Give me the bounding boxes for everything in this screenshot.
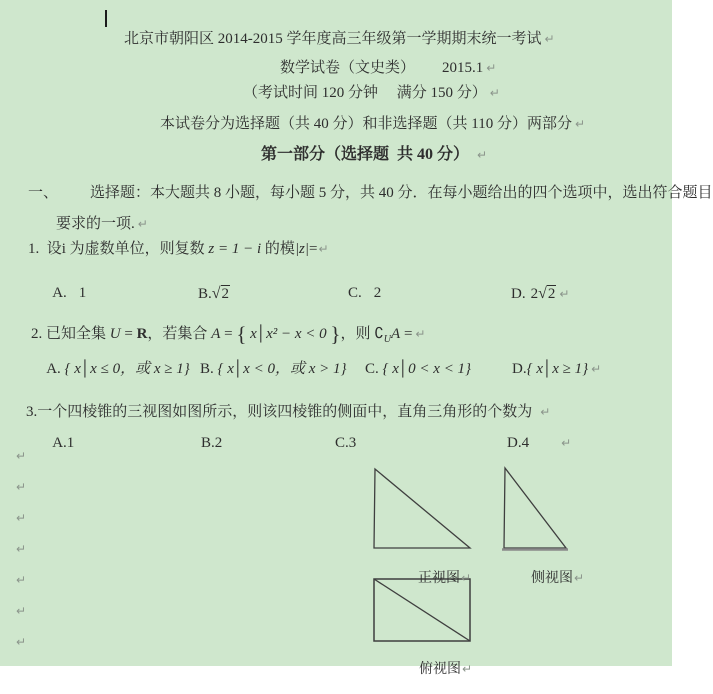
left-brace: { <box>236 321 247 346</box>
q2-universe-var: U <box>109 325 121 342</box>
q2-t3: ，则 <box>340 325 375 342</box>
paragraph-mark-icon: ↵ <box>574 571 585 585</box>
q2-option-c-text: { x│0 < x < 1} <box>378 360 472 377</box>
paragraph-mark-icon: ↵ <box>415 326 426 341</box>
instruction-text1: 选择题：本大题共 8 小题，每小题 5 分，共 40 分．在每小题给出的四个选项中，选出符合题目 <box>90 184 713 201</box>
paragraph-mark-icon: ↵ <box>16 573 27 587</box>
q1-option-d-label: D. <box>511 285 526 302</box>
q2-set-builder: x│x² − x < 0 <box>246 325 331 342</box>
q2-eq2: = <box>220 325 237 342</box>
q2-option-d-text: { x│x ≥ 1} <box>526 360 589 377</box>
top-view-label-text: 俯视图 <box>419 662 461 677</box>
exam-date: 2015.1 <box>442 59 484 76</box>
q2-set-var-2: A <box>391 325 401 342</box>
q3-option-d-text: D.4 <box>507 434 530 451</box>
q3-option-a-text: A.1 <box>52 434 75 451</box>
top-view-label <box>405 642 472 694</box>
paragraph-mark-icon: ↵ <box>318 241 329 256</box>
q2-option-b-text: { x│x < 0，或 x > 1} <box>213 360 347 377</box>
paragraph-mark-icon: ↵ <box>559 286 570 301</box>
exam-info: （考试时间 120 分钟 满分 150 分） <box>243 84 487 101</box>
front-view-label <box>404 551 471 603</box>
q1-option-c-label: C. <box>348 284 362 301</box>
paragraph-mark-icon: ↵ <box>16 480 27 494</box>
q3-option-c-text: C.3 <box>335 434 357 451</box>
q1-option-a-value: 1 <box>78 284 87 301</box>
paragraph-mark-icon: ↵ <box>540 404 551 419</box>
paragraph-mark-icon: ↵ <box>16 511 27 525</box>
paragraph-mark-icon: ↵ <box>477 147 488 162</box>
paragraph-mark-icon: ↵ <box>16 635 27 649</box>
exam-title: 北京市朝阳区 2014-2015 学年度高三年级第一学期期末统一考试 <box>124 30 542 47</box>
q3-stem-text: 3.一个四棱锥的三视图如图所示，则该四棱锥的侧面中，直角三角形的个数为 <box>26 403 533 420</box>
paragraph-mark-icon: ↵ <box>489 85 500 100</box>
q2-set-var: A <box>211 325 221 342</box>
paragraph-mark-icon: ↵ <box>137 216 148 231</box>
side-view-label-text: 侧视图 <box>531 571 573 586</box>
q1-math: z = 1 − i <box>208 240 262 257</box>
q2-option-b-label: B. <box>200 360 214 377</box>
paragraph-mark-icon: ↵ <box>574 116 586 131</box>
q2-t2: ，若集合 <box>147 325 212 342</box>
section-header: 第一部分（选择题 共 40 分） <box>261 145 470 163</box>
paragraph-mark-icon: ↵ <box>462 662 473 676</box>
paragraph-mark-icon: ↵ <box>486 60 497 75</box>
q2-option-d-label: D. <box>512 360 527 377</box>
q3-option-b-text: B.2 <box>201 434 223 451</box>
paragraph-mark-icon: ↵ <box>16 604 27 618</box>
sqrt-icon: √ <box>211 284 221 302</box>
side-view-label <box>517 551 584 603</box>
q1-option-b-radicand: 2 <box>221 285 230 302</box>
paragraph-mark-icon: ↵ <box>591 361 602 376</box>
side-view-triangle <box>504 468 566 548</box>
q1-option-a-label: A. <box>52 284 67 301</box>
right-brace: } <box>330 321 341 346</box>
sqrt-icon: √ <box>538 284 547 302</box>
paragraph-mark-icon: ↵ <box>461 571 472 585</box>
q1-eq: = <box>309 240 318 257</box>
instruction-text2: 要求的一项. <box>56 215 135 232</box>
q2-option-c-label: C. <box>365 360 379 377</box>
q1-option-d-coef: 2 <box>530 285 539 302</box>
complement-subscript: U <box>383 333 392 345</box>
complement-symbol: ∁ <box>374 325 384 342</box>
q2-eq3: = <box>400 325 413 342</box>
q2-eq1: = <box>120 325 137 342</box>
q2-option-a-label: A. <box>46 360 61 377</box>
paragraph-mark-icon: ↵ <box>16 542 27 556</box>
q1-option-d-radicand: 2 <box>547 285 556 302</box>
q2-reals-symbol: R <box>136 325 148 342</box>
instruction-num-text: 一、 <box>28 184 59 201</box>
front-view-triangle <box>374 469 470 548</box>
q2-pre: 2. 已知全集 <box>31 325 110 342</box>
q1-modulus: |z| <box>294 240 310 257</box>
q1-pre: 1. 设i 为虚数单位，则复数 <box>28 240 209 257</box>
paragraph-mark-icon: ↵ <box>561 435 572 450</box>
exam-note: 本试卷分为选择题（共 40 分）和非选择题（共 110 分）两部分 <box>160 115 572 132</box>
q1-option-c-value: 2 <box>373 284 382 301</box>
q1-mid: 的模 <box>261 240 295 257</box>
q1-option-b-label: B. <box>198 285 212 302</box>
paragraph-mark-icon: ↵ <box>16 449 27 463</box>
paragraph-mark-icon: ↵ <box>544 31 555 46</box>
front-view-label-text: 正视图 <box>418 571 460 586</box>
q2-option-a-text: { x│x ≤ 0，或 x ≥ 1} <box>60 360 190 377</box>
subtitle-text: 数学试卷（文史类） <box>280 59 416 76</box>
